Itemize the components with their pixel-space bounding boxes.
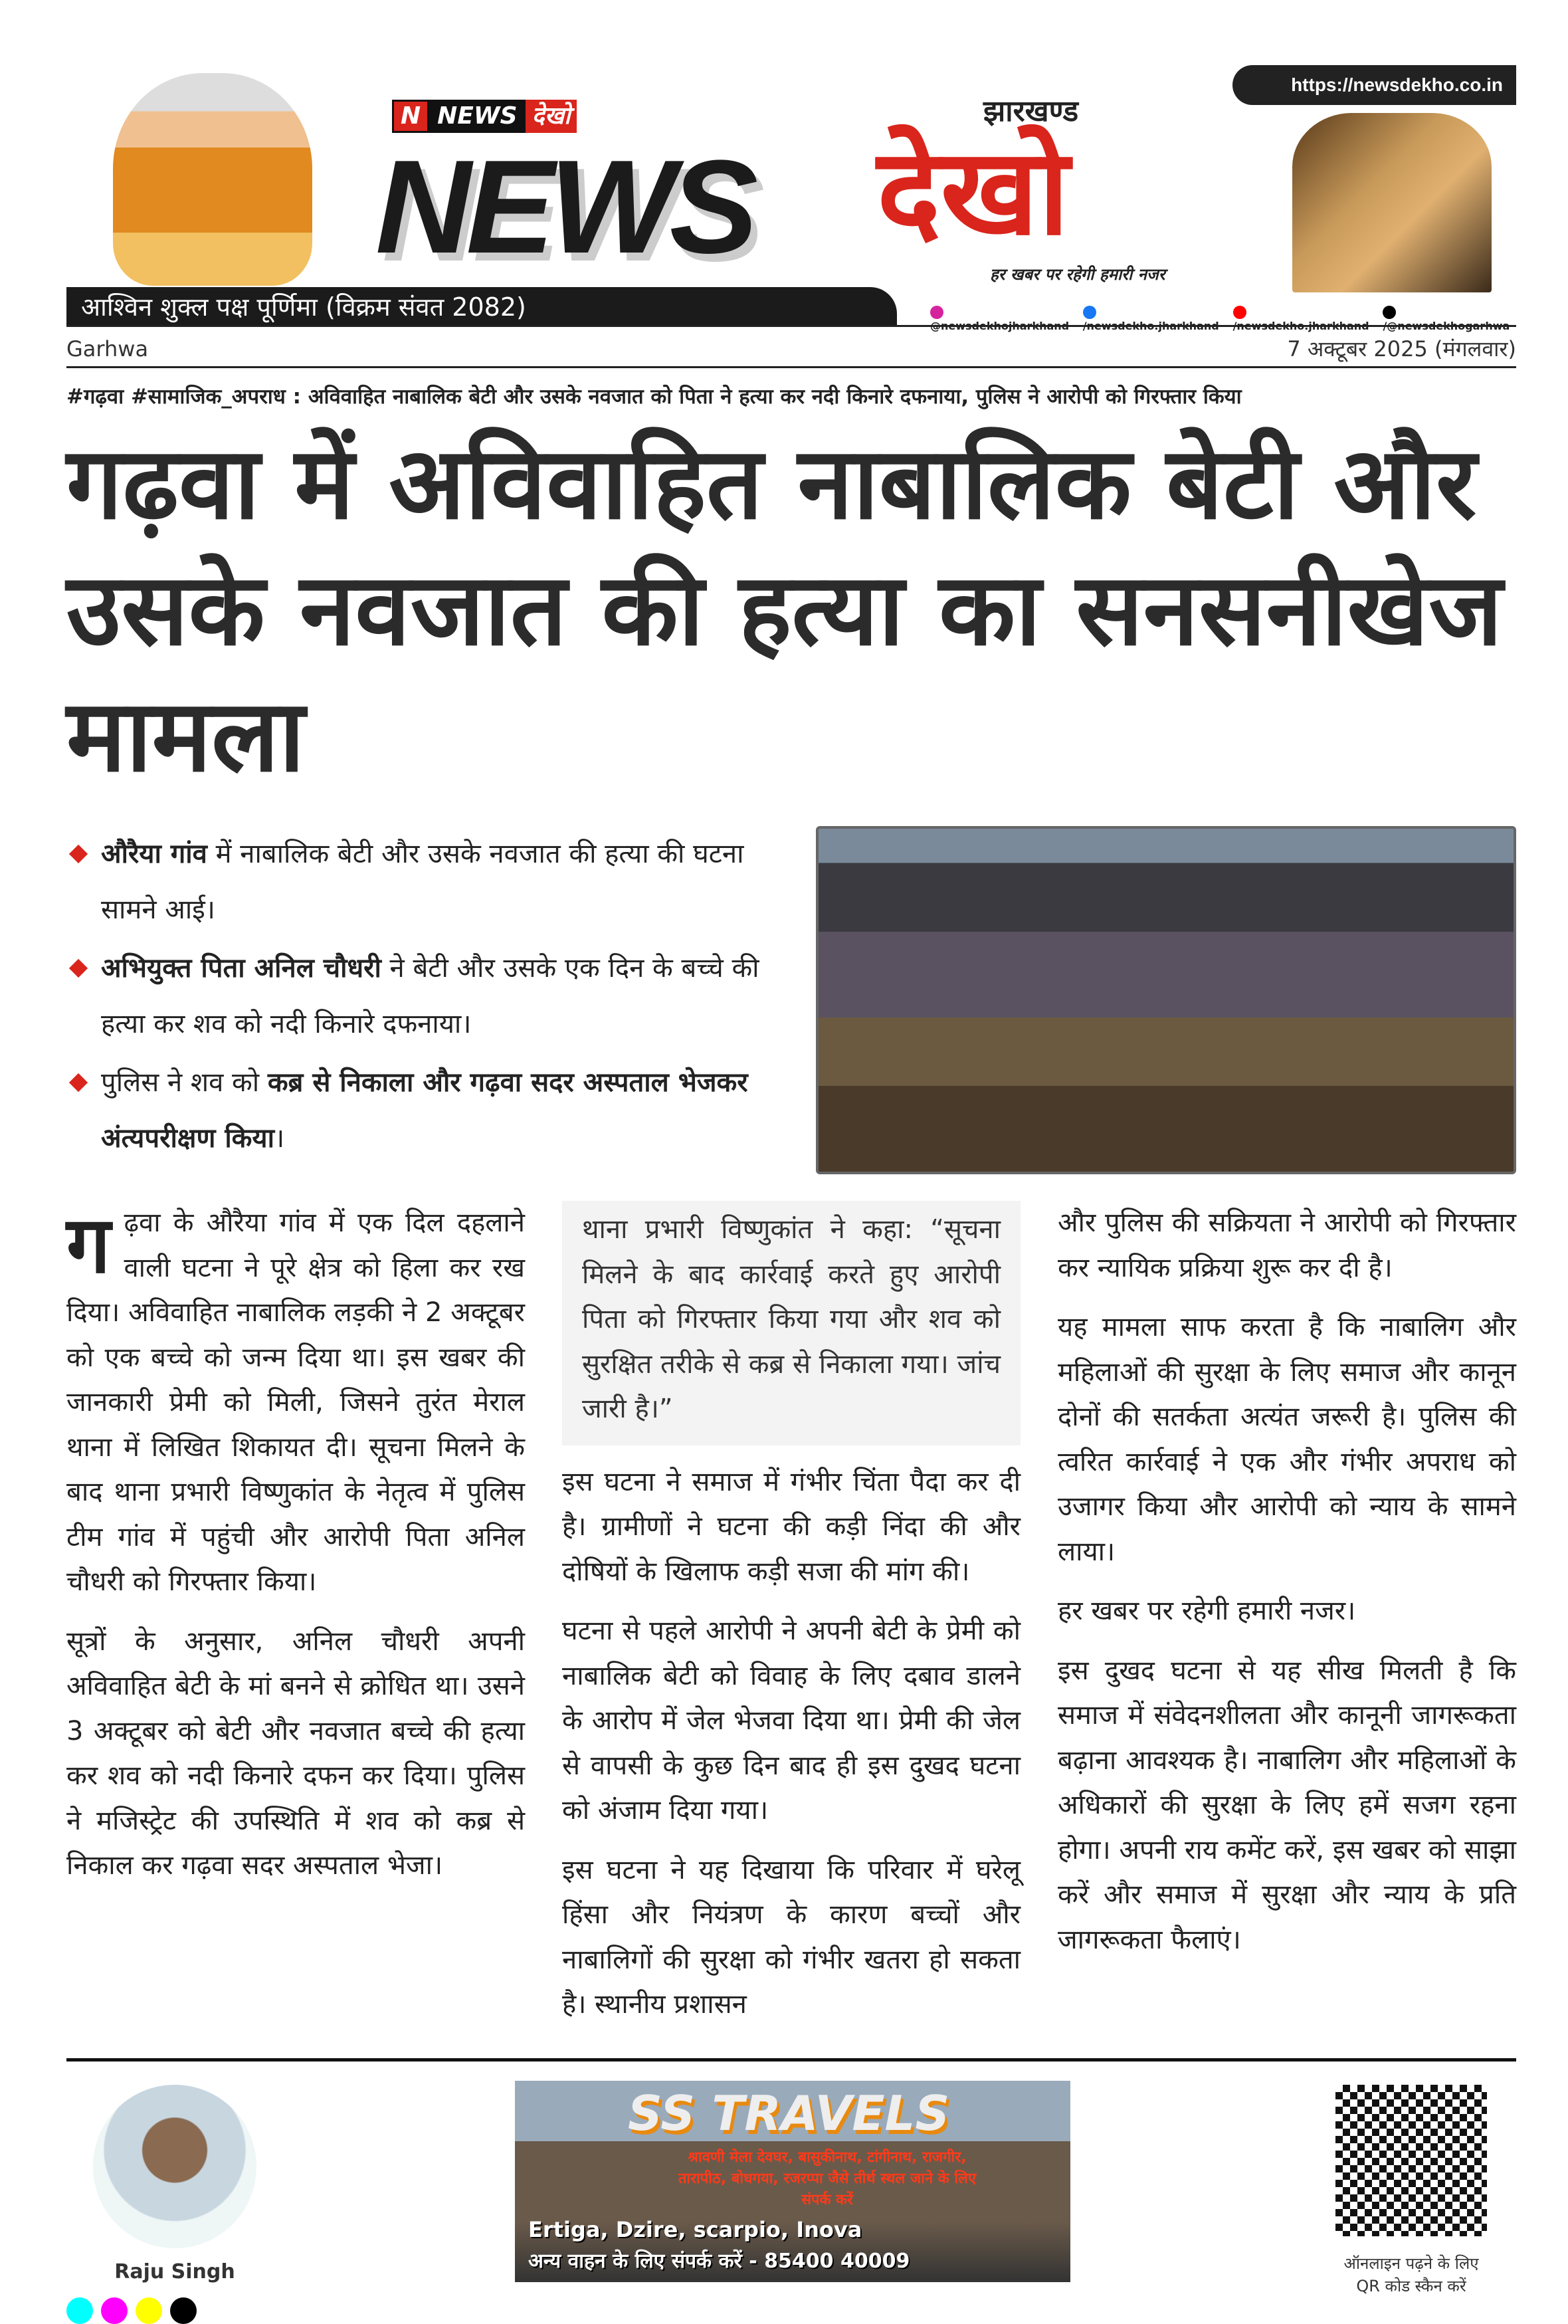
paragraph-text: ढ़वा के औरैया गांव में एक दिल दहलाने वाली घटना ने पूरे क्षेत्र को हिला कर रख दिया। अविवाहित नाबालिक लड़की ने 2 अक्टूबर को एक बच्चे को जन्म दिया था। इस खबर की जानकारी प्रेमी को मिली, जिसने तुरंत मेराल थाना में लिखित शिकायत दी। सूचना मिलने के बाद थाना प्रभारी विष्णुकांत के नेतृत्व में पुलिस टीम गांव में पहुंची और आरोपी पिता अनिल चौधरी को गिरफ्तार किया। xyxy=(66,1208,525,1597)
paragraph: हर खबर पर रहेगी हमारी नजर। xyxy=(1058,1596,1356,1626)
mini-logo-n: N xyxy=(392,100,429,133)
highlight-item xyxy=(66,940,784,1052)
qr-caption-line: ऑनलाइन पढ़ने के लिए xyxy=(1343,2254,1479,2273)
paragraph: इस घटना ने समाज में गंभीर चिंता पैदा कर दी है। ग्रामीणों ने घटना की कड़ी निंदा की और दोषियों के खिलाफ कड़ी सजा की मांग की। xyxy=(562,1466,1021,1587)
ss-travels-ad[interactable] xyxy=(515,2081,1070,2282)
paragraph xyxy=(66,1201,525,1605)
highlights-list xyxy=(66,826,784,1169)
location: Garhwa xyxy=(66,336,149,362)
website-url[interactable]: https://newsdekho.co.in xyxy=(1232,65,1516,105)
diamond-bullet-icon xyxy=(69,959,88,978)
paragraph: और पुलिस की सक्रियता ने आरोपी को गिरफ्तार कर न्यायिक प्रक्रिया शुरू कर दी है। xyxy=(1058,1208,1516,1283)
highlight-item xyxy=(66,826,784,938)
divider xyxy=(66,325,1516,327)
article-column-2 xyxy=(562,1201,1021,2042)
reporter-avatar xyxy=(93,2085,256,2248)
social-links xyxy=(930,304,1516,334)
diamond-bullet-icon xyxy=(69,1073,88,1092)
paragraph: सूत्रों के अनुसार, अनिल चौधरी अपनी अविवाहित बेटी के मां बनने से क्रोधित था। उसने 3 अक्टूबर को बेटी और नवजात बच्चे की हत्या कर शव को नदी किनारे दफन कर दिया। पुलिस ने मजिस्ट्रेट की उपस्थिति में शव को कब्र से निकाल कर गढ़वा सदर अस्पताल भेजा। xyxy=(66,1626,525,1881)
highlight-text: । xyxy=(274,1123,285,1154)
article-columns xyxy=(66,1201,1516,2042)
footer xyxy=(66,2078,1516,2324)
highlight-text: पुलिस ने शव को xyxy=(101,1067,268,1098)
highlight-text: में नाबालिक बेटी और उसके नवजात की हत्या की घटना सामने आई। xyxy=(101,839,744,925)
mini-logo-news: NEWS xyxy=(429,100,525,133)
logo-dekho: देखो xyxy=(877,123,1070,262)
ad-contact: अन्य वाहन के लिए संपर्क करें - 85400 40009 xyxy=(528,2249,910,2273)
social-x[interactable] xyxy=(1383,304,1516,334)
mini-logo-dekho: देखो xyxy=(526,100,577,133)
ad-destinations: श्रावणी मेला देवघर, बासुकीनाथ, टांगीनाथ, राजगीर, तारापीठ, बोधगया, रजरप्पा जैसे तीर्थ स्थल जाने के लिए संपर्क करें xyxy=(678,2149,977,2208)
krishna-illustration xyxy=(1292,113,1492,292)
paragraph: घटना से पहले आरोपी ने अपनी बेटी के प्रेमी को नाबालिक बेटी को विवाह के लिए दबाव डालने के आरोप में जेल भेजवा दिया था। प्रेमी की जेल से वापसी के कुछ दिन बाद ही इस दुखद घटना को अंजाम दिया गया। xyxy=(562,1616,1021,1826)
ad-title: SS TRAVELS xyxy=(628,2085,950,2141)
social-facebook[interactable] xyxy=(1083,304,1225,334)
highlight-bold: अभियुक्त पिता अनिल चौधरी xyxy=(101,953,381,984)
qr-caption xyxy=(1309,2252,1514,2297)
cmyk-registration-marks xyxy=(66,2297,197,2324)
reporter-name: Raju Singh xyxy=(114,2260,235,2283)
diamond-bullet-icon xyxy=(69,845,88,863)
social-youtube[interactable] xyxy=(1233,304,1375,334)
date: 7 अक्टूबर 2025 (मंगलवार) xyxy=(1287,336,1516,362)
headline: गढ़वा में अविवाहित नाबालिक बेटी और उसके नवजात की हत्या का सनसनीखेज मामला xyxy=(66,426,1503,794)
social-instagram[interactable] xyxy=(930,304,1075,334)
instagram-icon xyxy=(930,306,943,319)
kicker: #गढ़वा #सामाजिक_अपराध : अविवाहित नाबालिक बेटी और उसके नवजात को पिता ने हत्या कर नदी किनारे दफनाया, पुलिस ने आरोपी को गिरफ्तार किया xyxy=(66,385,1242,409)
article-column-1 xyxy=(66,1201,525,2042)
yellow-dot xyxy=(136,2297,162,2324)
highlight-bold: औरैया गांव xyxy=(101,839,207,869)
logo-news: NEWS xyxy=(375,133,753,281)
black-dot xyxy=(170,2297,197,2324)
lead-row xyxy=(66,826,1516,1174)
paragraph: इस दुखद घटना से यह सीख मिलती है कि समाज में संवेदनशीलता और कानूनी जागरूकता बढ़ाना आवश्यक है। नाबालिग और महिलाओं के अधिकारों की सुरक्षा के लिए हमें सजग रहना होगा। अपनी राय कमेंट करें, इस खबर को साझा करें और समाज में सुरक्षा और न्याय के प्रति जागरूकता फैलाएं। xyxy=(1058,1655,1516,1955)
paragraph: यह मामला साफ करता है कि नाबालिग और महिलाओं की सुरक्षा के लिए समाज और कानून दोनों की सतर्कता अत्यंत जरूरी है। पुलिस की त्वरित कार्रवाई ने एक और गंभीर अपराध को उजागर किया और आरोपी को न्याय के सामने लाया। xyxy=(1058,1312,1516,1567)
paragraph: इस घटना ने यह दिखाया कि परिवार में घरेलू हिंसा और नियंत्रण के कारण बच्चों और नाबालिगों की सुरक्षा को गंभीर खतरा हो सकता है। स्थानीय प्रशासन xyxy=(562,1854,1021,2020)
ad-vehicles: Ertiga, Dzire, scarpio, Inova xyxy=(528,2216,862,2242)
tithi-bar: आश्विन शुक्ल पक्ष पूर्णिमा (विक्रम संवत 2082) xyxy=(66,287,897,326)
mini-logo xyxy=(392,100,577,133)
highlight-item xyxy=(66,1055,784,1166)
cyan-dot xyxy=(66,2297,93,2324)
x-icon xyxy=(1383,306,1396,319)
divider xyxy=(66,366,1516,368)
qr-caption-line: QR कोड स्कैन करें xyxy=(1356,2276,1466,2295)
highlight-bold: कब्र से निकाला और गढ़वा सदर अस्पताल भेजकर अंत्यपरीक्षण किया xyxy=(101,1067,748,1154)
sage-illustration xyxy=(113,73,312,286)
qr-code[interactable] xyxy=(1329,2078,1494,2243)
article-column-3 xyxy=(1058,1201,1516,2042)
logo-tagline: हर खबर पर रहेगी हमारी नजर xyxy=(990,265,1165,284)
highlight-text: ने बेटी और उसके एक दिन के बच्चे की हत्या कर शव को नदी किनारे दफनाया। xyxy=(101,953,759,1039)
facebook-icon xyxy=(1083,306,1096,319)
youtube-icon xyxy=(1233,306,1246,319)
article xyxy=(66,382,1516,2324)
quote-box: थाना प्रभारी विष्णुकांत ने कहा: “सूचना मिलने के बाद कार्रवाई करते हुए आरोपी पिता को गिरफ्तार किया गया और शव को सुरक्षित तरीके से कब्र से निकाला गया। जांच जारी है।” xyxy=(562,1201,1021,1445)
footer-divider xyxy=(66,2058,1516,2061)
magenta-dot xyxy=(101,2297,128,2324)
drop-cap: ग xyxy=(66,1199,111,1291)
logo-state: झारखण्ड xyxy=(983,94,1079,128)
news-photo xyxy=(816,826,1516,1174)
